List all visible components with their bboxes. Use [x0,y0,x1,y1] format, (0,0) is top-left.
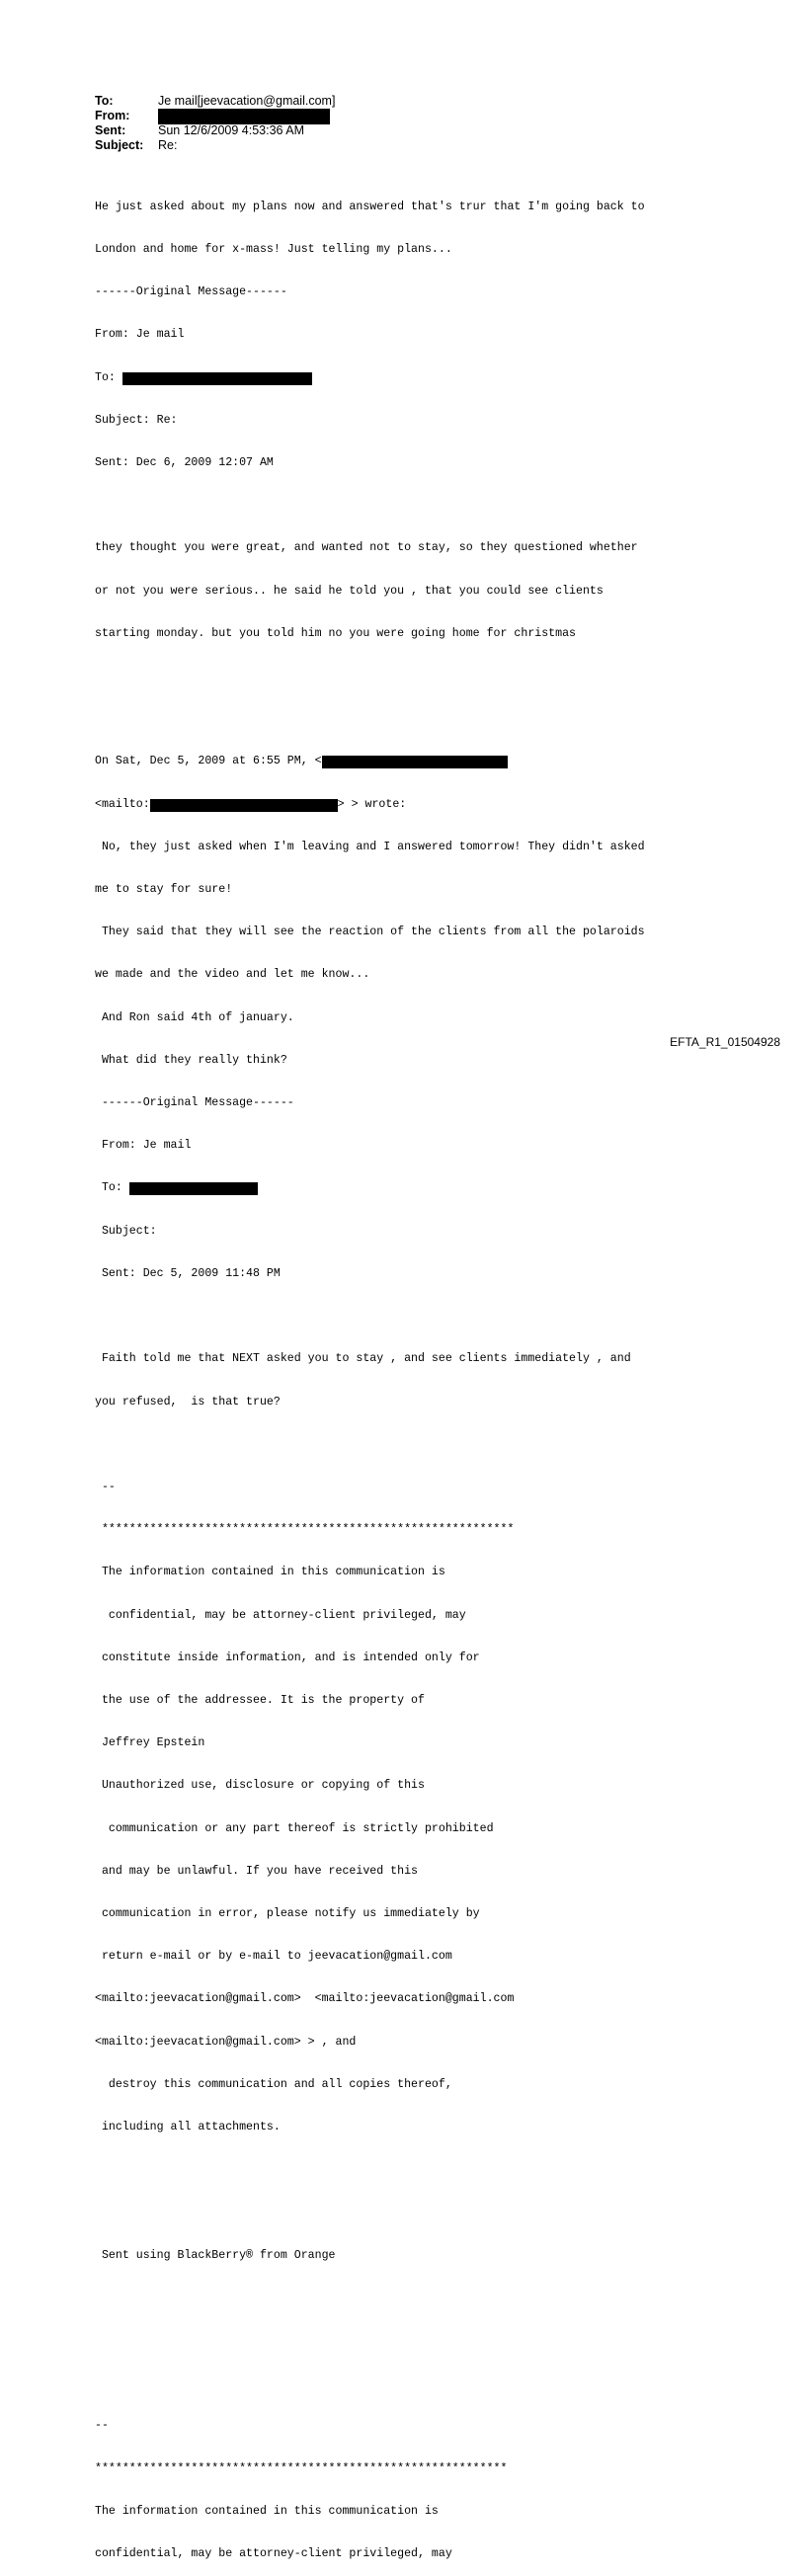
body-line: London and home for x-mass! Just telling my plans... [95,243,452,257]
signature-line: -- [95,1480,116,1493]
to-label: To: [95,94,114,108]
body-line: He just asked about my plans now and answered that's trur that I'm going back to [95,200,645,213]
body-line: starting monday. but you told him no you were going home for christmas [95,626,577,640]
body-line: me to stay for sure! [95,883,233,897]
signature-line: communication in error, please notify us immediately by [95,1906,480,1920]
body-line: or not you were serious.. he said he told you , that you could see clients [95,584,604,598]
signature-line: including all attachments. [95,2120,281,2133]
quote-attribution: On Sat, Dec 5, 2009 at 6:55 PM, < [95,755,786,768]
original-to: To: [95,1181,786,1195]
body-line: And Ron said 4th of january. [95,1010,294,1024]
sent-value: Sun 12/6/2009 4:53:36 AM [158,123,305,137]
original-sent: Sent: Dec 6, 2009 12:07 AM [95,456,274,470]
subject-label: Subject: [95,138,144,152]
original-to: To: [95,371,786,385]
original-message-separator: ------Original Message------ [95,285,287,299]
body-line: What did they really think? [95,1053,287,1067]
redaction-block [150,799,338,812]
redaction-block [158,109,330,124]
signature-line: confidential, may be attorney-client privileged, may [95,1608,466,1622]
from-value [158,109,330,124]
signature-line: the use of the addressee. It is the property of [95,1693,425,1707]
redaction-block [322,756,508,768]
signature-line: constitute inside information, and is intended only for [95,1650,480,1664]
signature-line: <mailto:jeevacation@gmail.com> > , and [95,2035,357,2049]
signature-line: confidential, may be attorney-client privileged, may [95,2546,452,2560]
signature-line: communication or any part thereof is strictly prohibited [95,1821,494,1835]
signature-line: The information contained in this communication is [95,1566,445,1579]
original-sent: Sent: Dec 5, 2009 11:48 PM [95,1266,281,1280]
to-value: Je mail[jeevacation@gmail.com] [158,94,336,108]
signature-line: <mailto:jeevacation@gmail.com> <mailto:jeevacation@gmail.com [95,1992,515,2006]
redaction-block [129,1182,258,1195]
subject-value: Re: [158,138,178,152]
original-subject: Subject: Re: [95,413,178,427]
body-line: They said that they will see the reaction of the clients from all the polaroids [95,926,645,939]
bates-number: EFTA_R1_01504928 [670,1035,780,1049]
quote-mailto: <mailto: > > wrote: [95,797,407,811]
original-from: From: Je mail [95,328,185,342]
email-body [95,172,786,2576]
body-line: they thought you were great, and wanted not to stay, so they questioned whether [95,541,638,555]
body-line: you refused, is that true? [95,1395,281,1409]
original-subject: Subject: [95,1224,157,1238]
from-label: From: [95,109,130,122]
signature-line: Jeffrey Epstein [95,1736,205,1750]
body-line: we made and the video and let me know... [95,968,370,982]
sent-label: Sent: [95,123,126,137]
signature-line: and may be unlawful. If you have received this [95,1864,418,1878]
original-message-separator: ------Original Message------ [95,1096,294,1110]
signature-line: -- [95,2419,109,2433]
signature-line: Unauthorized use, disclosure or copying of this [95,1779,425,1793]
body-line: Faith told me that NEXT asked you to stay , and see clients immediately , and [95,1352,631,1366]
signature-line: The information contained in this communication is [95,2504,439,2518]
body-line: No, they just asked when I'm leaving and I answered tomorrow! They didn't asked [95,840,645,853]
original-from: From: Je mail [95,1139,192,1153]
signature-line: ************************************************************ [95,1523,515,1537]
signature-line: ************************************************************ [95,2461,508,2475]
sent-using-line: Sent using BlackBerry® from Orange [95,2248,336,2262]
redaction-block [122,372,312,385]
signature-line: return e-mail or by e-mail to jeevacation@gmail.com [95,1950,452,1964]
signature-line: destroy this communication and all copies thereof, [95,2077,452,2091]
